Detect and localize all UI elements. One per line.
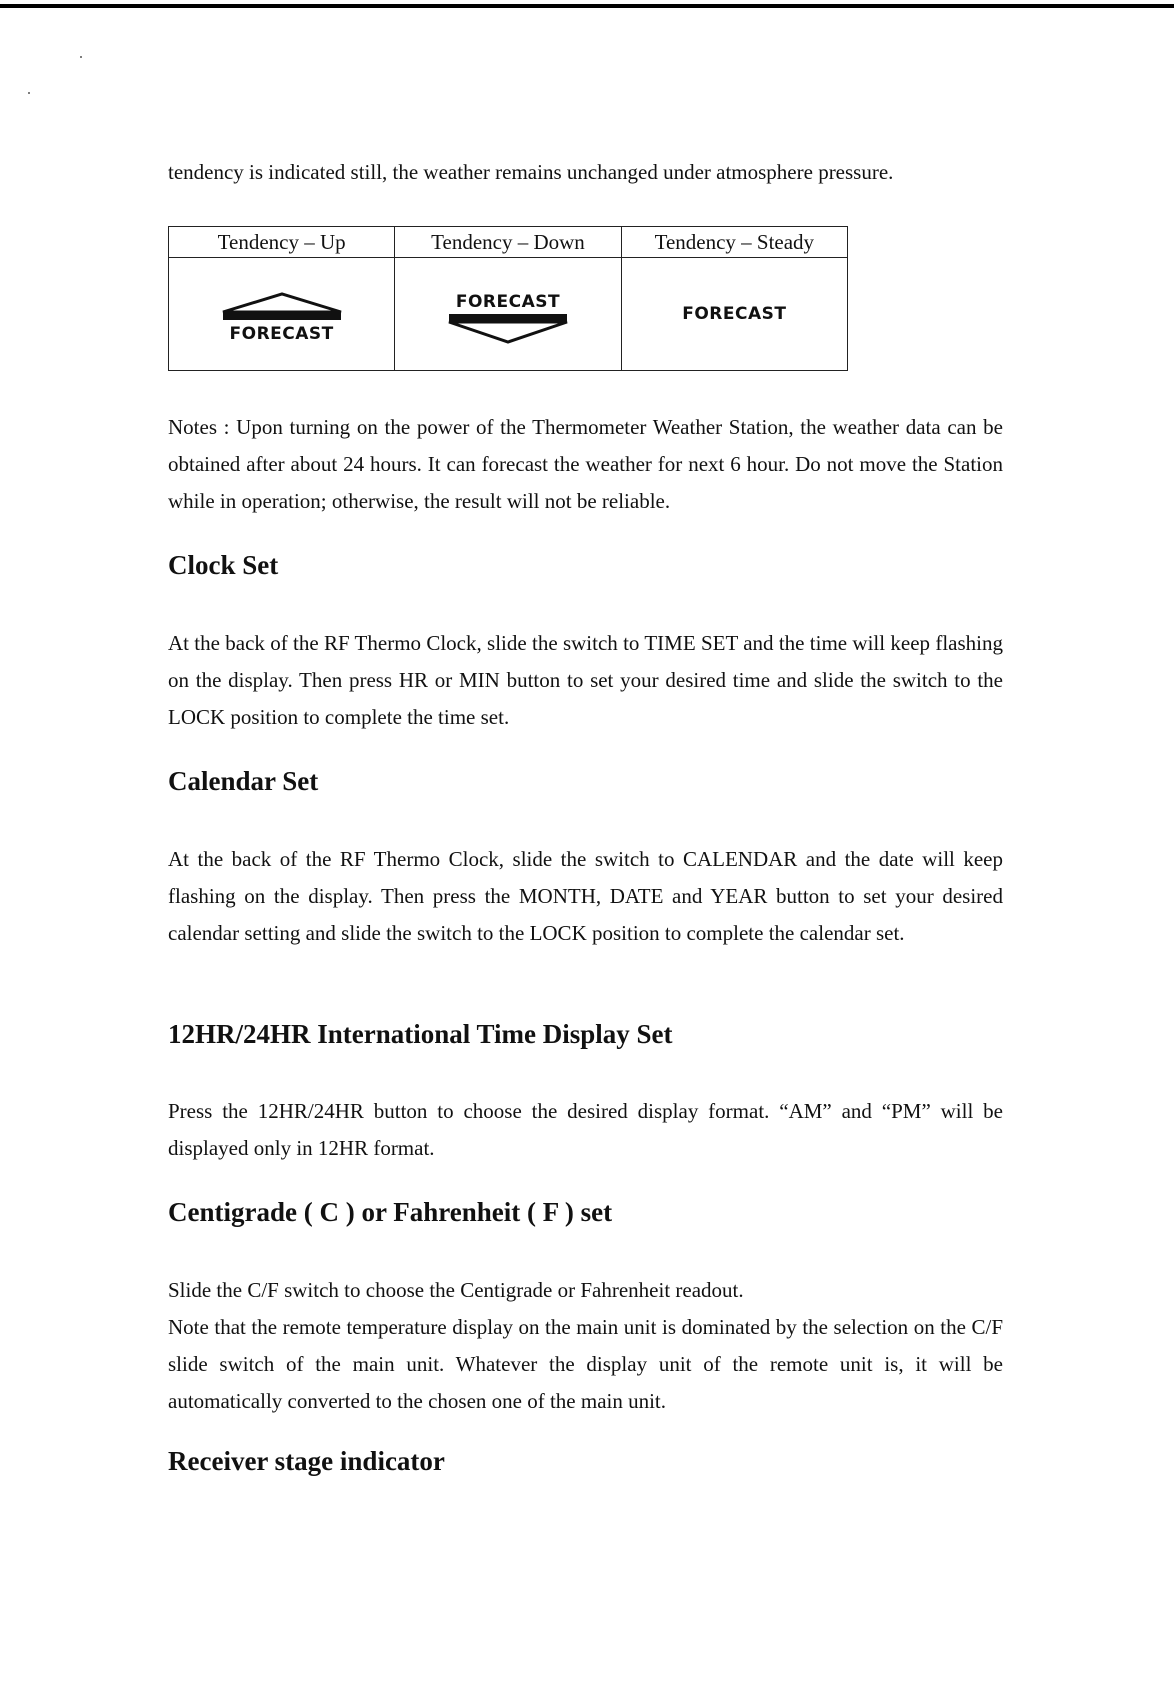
- scan-speck: [80, 56, 82, 58]
- temp-unit-body-1: Slide the C/F switch to choose the Centigrade or Fahrenheit readout.: [168, 1278, 744, 1302]
- tendency-down-cell: [395, 258, 621, 371]
- tendency-up-header: Tendency – Up: [169, 227, 395, 258]
- tendency-header-row: [169, 227, 848, 258]
- tendency-steady-header: Tendency – Steady: [621, 227, 847, 258]
- time-display-body: Press the 12HR/24HR button to choose the desired display format. “AM” and “PM” will be displayed only in 12HR format.: [168, 1099, 1003, 1160]
- tendency-up-cell: [169, 258, 395, 371]
- intro-text: tendency is indicated still, the weather remains unchanged under atmosphere pressure.: [168, 160, 894, 184]
- down-arrow-icon: [395, 312, 620, 346]
- time-display-heading: 12HR/24HR International Time Display Set: [168, 1019, 673, 1049]
- tendency-icon-row: [169, 258, 848, 371]
- forecast-label-steady: FORECAST: [682, 304, 787, 324]
- temp-unit-body-2: Note that the remote temperature display on the main unit is dominated by the selection on the C/F slide switch of the main unit. Whatever the display unit of the remote unit is, it will be automatically converted to the chosen one of the main unit.: [168, 1315, 1003, 1413]
- tendency-table: [168, 226, 848, 371]
- clock-set-heading: Clock Set: [168, 550, 279, 580]
- clock-set-body: At the back of the RF Thermo Clock, slide the switch to TIME SET and the time will keep flashing on the display. Then press HR or MIN button to set your desired time and slide the switch to the LOCK position to complete the time set.: [168, 631, 1003, 729]
- notes-text: Notes : Upon turning on the power of the Thermometer Weather Station, the weather data can be obtained after about 24 hours. It can forecast the weather for next 6 hour. Do not move the Station while in operation; otherwise, the result will not be reliable.: [168, 415, 1003, 513]
- calendar-set-heading: Calendar Set: [168, 766, 319, 796]
- forecast-label-up: FORECAST: [229, 324, 334, 344]
- temp-unit-heading: Centigrade ( C ) or Fahrenheit ( F ) set: [168, 1197, 613, 1227]
- tendency-steady-cell: [621, 258, 847, 371]
- top-rule: [0, 4, 1174, 8]
- receiver-heading: Receiver stage indicator: [168, 1446, 445, 1476]
- calendar-set-body: At the back of the RF Thermo Clock, slide the switch to CALENDAR and the date will keep flashing on the display. Then press the MONTH, DATE and YEAR button to set your desired calendar setting and slide the switch to the LOCK position to complete the calendar set.: [168, 847, 1003, 945]
- scan-speck: [28, 92, 30, 94]
- tendency-down-header: Tendency – Down: [395, 227, 621, 258]
- up-arrow-icon: [169, 290, 394, 324]
- forecast-label-down: FORECAST: [455, 292, 561, 312]
